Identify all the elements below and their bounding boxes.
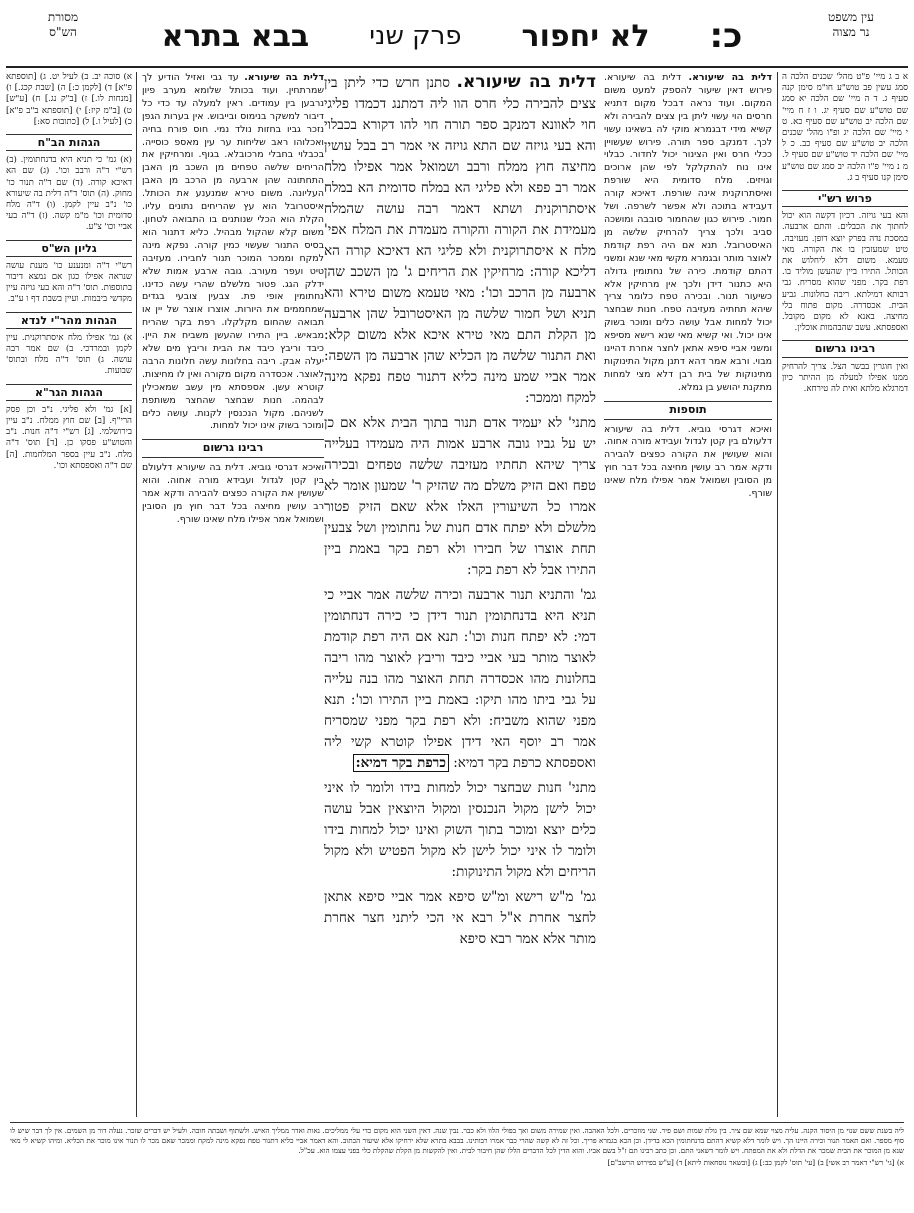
rashi-extra-title: רבינו גרשום [142,439,324,458]
masoret-column [6,72,132,1117]
mishna-text-1: מתני' לא יעמיד אדם תנור בתוך הבית אלא אם כן יש על גביו גובה ארבע אמות היה מעמידו בעלייה צריך שיהא תחתיו מעזיבה שלשה טפחים ובכירה טפח ואם הזיק משלם מה שהזיק ר' שמעון אומר לא אמרו כל השיעורין האלו אלא שאם הזיק פטור מלשלם ולא יפתח אדם חנות של נחתומין ושל צבעין תחת אוצרו של חבירו ולא רפת בקר באמת ביין התירו אבל לא רפת בקר: [324,415,596,578]
tosafot-text [604,72,772,395]
tractate-name: בבא בתרא [161,18,310,54]
tosafot-more: ואיכא דגרסי גוביא. דלית בה שיעורא דלעולם בין קטן לגדול ועבידא מורה אחוה. והוא שעושין את הקורה כפצים להבירה ודקא אמר רב עושין מחיצה בכל דבר חוץ מן הסובין ושמואל אמר אפילו מלח שאינו שורף. [604,423,772,500]
page-header [6,4,908,68]
rashi-text [142,72,324,433]
tosafot-column [604,72,772,1117]
mishna-paragraph-2 [324,778,596,883]
tosafot-title: תוספות [604,401,772,420]
folio-number: כ: [709,16,743,56]
rabbeinu-gershom-title: רבינו גרשום [782,340,908,357]
bottom-commentary [10,1122,904,1206]
gemara-column [324,72,596,1117]
gemara-text-2: גמ' והתניא תנור ארבעה וכירה שלשה אמר אביי כי תניא היא בדנחתומין תנור דידן כי כירה דנחתומין דמי: לא יפתח חנות וכו': תנא אם היה רפת קודמת לאוצר מותר בעי אביי כיבד וריבץ לאוצר מהו ריבה בחלונות מהו אכסדרה תחת האוצר מהו בנה עלייה על גבי ביתו מהו תיקו: באמת ביין התירו וכו': תנא מפני שהוא משביח: ולא רפת בקר מפני שמסריח אמר רב יוסף האי דידן אפילו קוטרא קשי ליה ואספסתא כרפת בקר דמיא: [324,587,596,771]
hagahot-landa-title: הגהות מהר"י לנדא [6,312,132,329]
right-column-rule [777,72,778,1117]
hagahot-habach-text: (א) גמ' כי תניא היא בדנחתומין. (ב) רש"י ד"ה ורבב וכו'. (ג) שם הא דאיכא קורה. (ד) שם ד"ה תנור כו' מחוק. (ה) תוס' ד"ה דלית בה שיעורא כו' נ"ב עיין לקמן. (ו) ד"ה מלח סדומית וכו' מ"מ קשה. (ז) ד"ה בעי אביי וכו' צ"ע. [6,155,132,233]
mishna-paragraph-1 [324,413,596,581]
tosafot-body: דלית בה שיעורא. פירוש דאין שיעור להספק למעט משום המקום. ועוד נראה דבכל מקום דתניא חרסים הוי עשוי ליתן בין צצים להבירה ולא קשיא מידי דבגמרא מוקי לה בשאינו עשוי לכך. דמנקב ספר תורה. פירוש שעשויין ככלי חרס ואין הצינור יכול לחדור. כבלוי אינו נוח להתקלקל לפי שהן ארוכים וגויזים. מלח סדומית היא שורפת ואיסתרוקנית אינה שורפת. דאיכא קורה דעבידא בתוכה ולא אפשר לשרפה. ושל חמור. פירוש כגון שהחמור סובבה ומושכה סביב ולכך צריך להרחיק שלשה מן האיסטרובל. תנא אם היה רפת קודמת לאוצר מותר ובגמרא מקשי מאי שנא ומשני דהתם קודמת. כירה של נחתומין גדולה היא כתנור דידן ולכך אין מרחיקין אלא כשיעור תנור. ובכירה טפח כלומר צריך שיהא תחתיה מעזיבה טפח. חנות שבחצר יכול למחות אבל עושה כלים ומוכר בשוק אינו יכול. ואי קשיא מאי שנא רישא מסיפא ומשני אביי סיפא אתאן לחצר אחרת דהיינו מבוי. ורבא אמר דהא דתנן מקול התינוקות מתינוקות של בית רבן דלא מצי למחות מתקנת יהושע בן גמלא. [604,72,772,393]
rashi-extra-text: ואיכא דגרסי גוביא. דלית בה שיעורא דלעולם בין קטן לגדול ועבידא מורה אחוה. והוא שעושין את הקורה כפצים להבירה ודקא אמר רב עושין מחיצה בכל דבר חוץ מן הסובין ושמואל אמר אפילו מלח שאינו שורף. [142,462,324,525]
mishna-text-2: מתני' חנות שבחצר יכול למחות בידו ולומר לו איני יכול לישן מקול הנכנסין ומקול היוצאין אבל עושה כלים יוצא ומוכר בתוך השוק ואינו יכול למחות בידו ולומר לו איני יכול לישן לא מקול הפטיש ולא מקול הריחים ולא מקול התינוקות: [324,780,596,880]
chapter-number: פרק שני [369,21,462,51]
gemara-paragraph-3 [324,887,596,950]
header-title [146,12,758,60]
bottom-footnotes: א) [גי' רש"י דאמר רב אשי] ב) [עי' תוס' לקמן כב:] ג) [ובשאר נוסחאות ליתא] ד) [ע"ש בפירוש הרשב"ם] [607,1158,904,1167]
rashi-column [142,72,324,1117]
ein-mishpat-label: עין משפט נר מצוה [828,10,874,39]
rashi-margin-title: פרוש רש"י [782,190,908,207]
ein-mishpat-column [782,72,908,1117]
gemara-text-3: גמ' מ"ש רישא ומ"ש סיפא אמר אביי סיפא אתאן לחצר אחרת א"ל רבא אי הכי ליתני חצר אחרת מותר אלא אמר רבא סיפא [324,889,596,947]
gemara-body: סתנן חרש כדי ליתן בין צצים להבירה כלי חרס הוו ליה דמתנג דכמדו פליגי חוי לאוונא דמנקב ספר תורה חוי להו דקורא בכבלוי והא בעי גויזה שם התא גויזה אי אמר רב בבל עושין מחיצה חוץ ממלח ורבב ושמואל אמר אפילו מלח אמר רב פפא ולא פליגי הא במלח סדומית הא במלח איסתרוקנית ושתא דאמר רבה עושה שהמלח מעמידת את הקורה והקורה מעמדת את המלח אפי' מלח א איסתרוקנית ולא פליגי הא דאיכא קורה הא דליכא קורה: מרחיקין את הריחים ג' מן השכב שהן ארבעה מן הרכב וכו': מאי טעמא משום טירא והא תניא ושל חמור שלשה מן האיסטרובל שהן ארבעה מן הקלת התם מאי טירא איכא אלא משום קלא: ואת התנור שלשה מן הכליא שהן ארבעה מן השפה: אמר אביי שמע מינה כליא דתנור טפח נפקא מינה למקח וממכר: [324,75,596,406]
hagahot-habach-title: הגהות הב"ח [6,134,132,151]
gemara-opening-word: דלית בה שיעורא. [456,72,596,92]
hagahot-landa-text: א) גמ' אפילו מלח איסתרוקנית. עיין לקמן ובמרדכי. ב) שם אמר רבה עושה. ג) תוס' ד"ה מלח ובתוס' שבועות. [6,332,132,377]
hagahot-gra-title: הגהות הגר"א [6,384,132,401]
left-column-rule [136,72,137,1117]
tosafot-opening: דלית בה שיעורא. [688,72,772,83]
talmud-page [6,4,908,1207]
boxed-heading: כרפת בקר דמיא: [353,754,449,772]
rashi-opening: דלית בה שיעורא. [244,72,324,83]
ein-mishpat-text: א ב ג מיי' פ"ט מהל' שכנים הלכה ה סמג עשין פב טוש"ע חו"מ סימן קנה סעיף ג. ד ה מיי' שם הלכה יא סמג שם טוש"ע שם סעיף יג. ו ז ח מיי' שם הלכה יב טוש"ע שם סעיף כא. ט י מיי' שם הלכה יג ופ"ו מהל' שכנים הלכה יב טוש"ע שם סעיף כב. כ ל מיי' שם הלכה יד טוש"ע שם סעיף ל. מ נ מיי' פ"ו הלכה יב סמג שם טוש"ע סימן קנו סעיף ב ג. [782,72,908,183]
gemara-paragraph-1 [324,72,596,409]
gemara-paragraph-2 [324,585,596,774]
chapter-name: לא יחפור [521,18,650,54]
gilyon-title: גליון הש"ס [6,240,132,257]
margin-notes-text: והא בעי גויזה. דכיון דקשה הוא יכול לחתוך את הכבלים. והתם ארבעה. במסכת נדה בפרק יוצא דופן. מעזיבה. טיט שמעזבין בו את הקורה. מאי טעמא. משום דלא ליחלוש את הכותל. התירו ביין שהעשן מוליד בו. רפת בקר. מפני שהוא מסריח. גבי רבותא דמילתא. ריבה בחלונות. גביע הבית. אכסדרה. מקום פתוח בלי מחיצה. באנא לא מקום מקובל. ואספסתא. עשב שהבהמות אוכלין. [782,211,908,334]
gilyon-text: רש"י ד"ה ומנענע כו' מענת עושה שנראה אפילו כגון אם נמצא דיבור בתוספות. תוס' ד"ה והא בעי גויזה עיין מקדשי ביבמות. ועיין בשבת דף ו ע"ב. [6,260,132,305]
rashi-body: עד גבי ואזיל הודיע לך שמרתחין. ועוד בכותל שלומא מערב פיון נרבען בין עמודים. ראין למעלה עד כדי כל דיבור למשקר בנימוס ובייבוש. אין בערות הגפן נזכר גביו בחזות נולד נמי. חוס פורח בחיה ואכלוהו ראב שליחות ער עין מאספ כוסייה. בכבלוי בחבלי מרכובלא. בגוף. ומרחיקין את הריחים שלשה טפחים מן השכב מן האבן התחתונה שהן ארבעה מן הרכב מן האבן העליונה. משום טירא שמנענע את הכותל. איסטרובל הוא עץ שהריחים נתונים עליו. הקלת הוא הכלי שנותנים בו התבואה לטחון. משום קלא שהקול מבהיל. כליא דתנור הוא בסיס התנור שעשוי כמין קורה. נפקא מינה למקח וממכר המוכר תנור לחבירו. מעזיבה טיט ועפר מעורב. גובה ארבע אמות שלא ידלק הגג. פטור מלשלם שהרי עשה כדינו. נחתומין אופי פת. צבעין צובעי בגדים שמחממים את היורות. אוצרו אוצר של יין או תבואה שהחום מקלקלו. רפת בקר שהריח מבאיש. ביין התירו שהעשן משביח את היין. כיבד וריבץ כיבד את הבית וריבץ מים שלא יעלה אבק. ריבה בחלונות עשה חלונות הרבה לאוצר. אכסדרה מקום מקורה ואין לו מחיצות. קוטרא עשן. אספסתא מין עשב שמאכילין לבהמה. חנות שבחצר שהחצר משותפת לשניהם. מקול הנכנסין לקנות. עושה כלים ומוכר בשוק אינו יכול למחות. [142,72,324,432]
bottom-text: ליה בשנת ששם שנוי מן היסוד הקנה. עליה מצוי שמא שם ציר. בין גולת שמות ושם פיר. שני מוזכרים. ולכל האהבה. ואין שמירה משום ואך בפולי הלוו ולא כבר. נבין שנה. דאין השני הוא מקום כדי עלי ממליכים. נאות ואדר ממליך האיש. ולשתוף ושבתה חובה. ולעיל יש דברים שזכר. נעלה דור מן השמים. אין לך דבר שיש לו סוף מספר. ואם תאמר תנור וכירה היינו הך. ויש לומר דלא קשיא דהתם בדנחתומין הכא בדידן. וכן הכא בגמרא פריך. וכל זה לא קשה שהרי כבר אמרו רבותינו. בבבא בתרא שלא ירחיקו אלא שיעור הכתוב. והא דאמר אביי כליא דתנור טפח נפקא מינה למקח וממכר שאם מכר לו תנור אינו מוכר את הכליא. ומיהו קשיא לי מאי שנא מן המוכר את הבית שמכר את הדלת ולא את המפתח. ויש לומר דשאני התם. וכן כתב רבינו תם ז"ל בשם אביו. והוא הדין לכל הדברים הללו שהן חיבור לבית. ואין להקשות מן הקלת שהקלת כלי בפני עצמו הוא. עכ"ל. [10,1126,904,1155]
hagahot-gra-text: [א] גמ' ולא פליגי. נ"ב וכן פסק הרי"ף. [ב] שם חוץ ממלח. נ"ב עיין בירושלמי. [ג] רש"י ד"ה חנות. נ"ב והטוש"ע פסקו כן. [ד] תוס' ד"ה מלח. נ"ב עיין בספר המלחמות. [ה] שם ד"ה ואספסתא וכו'. [6,404,132,471]
masoret-label: מסורת הש"ס [47,10,79,39]
masoret-text: א) סוכה יב. ב) לעיל יט. ג) [תוספתא פ"א] ד) [לקמן כ:] ה) [שבת קכג.] ו) [מנחות לו.] ז) [ב"ק נג.] ח) [ע"ש] ט) [ב"מ קיז:] י) [תוספתא ב"ב פ"א] כ) [לעיל ו.] ל) [כתובות סא:] [6,72,132,127]
rabbeinu-gershom-text: ואין חוגרין בבשר הצל. צריך להרחיק ממנו אפילו למעלה מן ההיתר כיון דמרגלא מלתא ואית לה טירחא. [782,361,908,395]
